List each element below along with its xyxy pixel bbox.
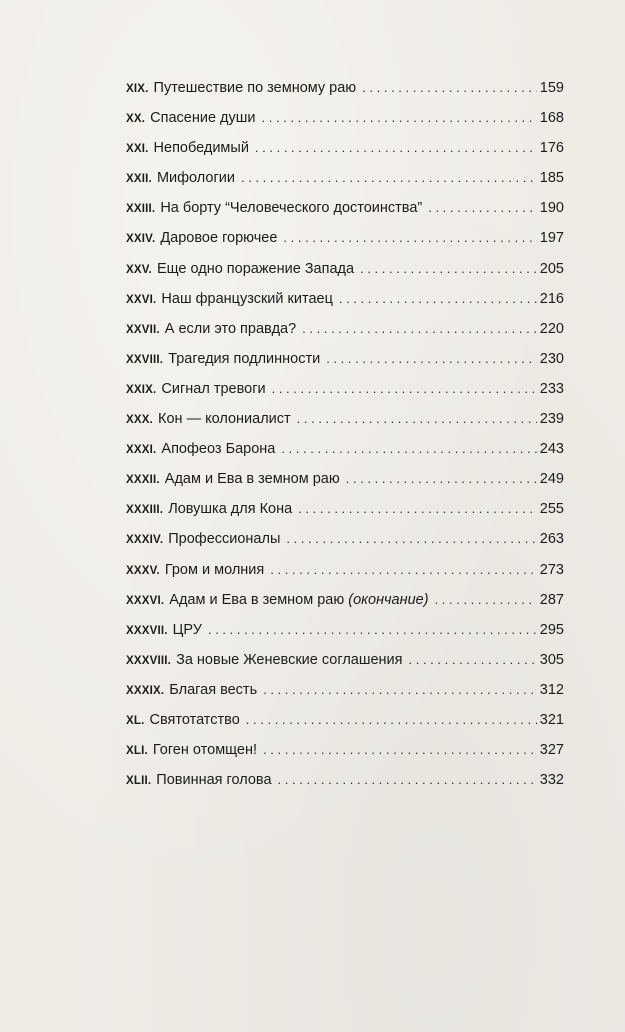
- chapter-title-text: Повинная голова: [156, 772, 272, 789]
- dot-leader: [281, 434, 536, 464]
- chapter-title: [169, 585, 428, 615]
- toc-entry: [126, 765, 564, 795]
- dot-leader: [270, 555, 537, 585]
- dot-leader: [409, 645, 537, 675]
- page-number: 197: [539, 230, 564, 247]
- chapter-title-text: А если это правда?: [164, 320, 297, 337]
- page-number: 255: [539, 501, 564, 518]
- page-number: 295: [539, 621, 564, 638]
- chapter-number: XXVIII.: [126, 353, 164, 366]
- toc-entry: [126, 254, 564, 284]
- dot-leader: [298, 494, 537, 524]
- toc-entry: [126, 73, 564, 103]
- chapter-number: XLII.: [126, 775, 152, 788]
- chapter-number: XLI.: [126, 745, 148, 758]
- toc-entry: [126, 434, 564, 464]
- chapter-title-text: ЦРУ: [172, 621, 202, 638]
- chapter-title: [157, 254, 354, 284]
- chapter-title-text: На борту “Человеческого достоинства”: [160, 200, 423, 217]
- dot-leader: [283, 223, 536, 253]
- chapter-number: XXXII.: [126, 474, 160, 487]
- toc-entry: [126, 404, 564, 434]
- page-number: 332: [539, 772, 564, 789]
- dot-leader: [428, 193, 537, 223]
- chapter-title: [160, 223, 277, 253]
- page-number: 243: [539, 441, 564, 458]
- chapter-title: [153, 735, 257, 765]
- page-number: 205: [539, 260, 564, 277]
- dot-leader: [278, 765, 537, 795]
- toc-entry: [126, 163, 564, 193]
- chapter-title: [165, 464, 340, 494]
- chapter-number: XXXVI.: [126, 594, 165, 607]
- chapter-number: XXXVIII.: [126, 654, 172, 667]
- page-number: 230: [539, 350, 564, 367]
- chapter-title-text: Адам и Ева в земном раю: [164, 471, 340, 488]
- chapter-number: XXXIX.: [126, 684, 165, 697]
- chapter-title-text: Трагедия подлинности: [168, 350, 321, 367]
- chapter-number: XXIV.: [126, 233, 156, 246]
- toc-entry: [126, 555, 564, 585]
- chapter-title: [173, 615, 202, 645]
- chapter-title: [168, 524, 280, 554]
- chapter-title: [176, 645, 402, 675]
- page-number: 287: [539, 591, 564, 608]
- dot-leader: [246, 705, 537, 735]
- toc-entry: [126, 705, 564, 735]
- toc-entry: [126, 374, 564, 404]
- chapter-title: [168, 344, 320, 374]
- chapter-number: XXV.: [126, 263, 152, 276]
- chapter-title: [154, 73, 357, 103]
- chapter-title-text: Кон — колониалист: [158, 411, 291, 428]
- chapter-title-text: Профессионалы: [168, 531, 281, 548]
- page-number: 185: [539, 170, 564, 187]
- chapter-title-text: Наш французский китаец: [161, 290, 333, 307]
- chapter-number: XXXV.: [126, 564, 160, 577]
- chapter-number: XXIX.: [126, 383, 157, 396]
- toc-entry: [126, 314, 564, 344]
- toc-entry: [126, 494, 564, 524]
- chapter-title-text: Спасение души: [150, 110, 256, 127]
- dot-leader: [262, 103, 537, 133]
- table-of-contents: [126, 73, 564, 795]
- page-number: 220: [539, 320, 564, 337]
- chapter-number: XL.: [126, 714, 145, 727]
- chapter-title: [169, 675, 257, 705]
- dot-leader: [339, 284, 537, 314]
- dot-leader: [263, 735, 537, 765]
- chapter-title: [150, 103, 255, 133]
- chapter-number: XXII.: [126, 173, 152, 186]
- toc-entry: [126, 645, 564, 675]
- dot-leader: [346, 464, 537, 494]
- chapter-title: [158, 404, 291, 434]
- page-number: 312: [539, 681, 564, 698]
- dot-leader: [286, 524, 536, 554]
- chapter-number: XXVI.: [126, 293, 157, 306]
- page-number: 159: [539, 80, 564, 96]
- toc-entry: [126, 193, 564, 223]
- chapter-title-text: Непобедимый: [153, 140, 249, 157]
- chapter-title: [161, 374, 265, 404]
- dot-leader: [435, 585, 537, 615]
- chapter-number: XXIII.: [126, 203, 156, 216]
- chapter-title-text: Путешествие по земному раю: [153, 80, 357, 96]
- chapter-number: XXXIII.: [126, 504, 164, 517]
- chapter-title-text: За новые Женевские соглашения: [176, 651, 403, 668]
- page-number: 249: [539, 471, 564, 488]
- chapter-title: [161, 284, 332, 314]
- page-number: 168: [539, 110, 564, 127]
- page-number: 263: [539, 531, 564, 548]
- toc-entry: [126, 133, 564, 163]
- toc-entry: [126, 223, 564, 253]
- toc-entry: [126, 615, 564, 645]
- chapter-title: [150, 705, 240, 735]
- chapter-number: XX.: [126, 113, 146, 126]
- dot-leader: [263, 675, 537, 705]
- page-number: 233: [539, 380, 564, 397]
- chapter-number: XXXIV.: [126, 534, 164, 547]
- chapter-title: [165, 314, 296, 344]
- chapter-title: [161, 434, 275, 464]
- chapter-number: XXI.: [126, 143, 149, 156]
- dot-leader: [362, 73, 537, 103]
- page-number: 273: [539, 561, 564, 578]
- toc-entry: [126, 284, 564, 314]
- chapter-title-note: (окончание): [348, 591, 429, 608]
- page-number: 176: [539, 140, 564, 157]
- dot-leader: [297, 404, 537, 434]
- page-number: 239: [539, 411, 564, 428]
- chapter-title: [160, 193, 422, 223]
- dot-leader: [241, 163, 537, 193]
- chapter-number: XXXI.: [126, 444, 157, 457]
- chapter-title-text: Гоген отомщен!: [152, 742, 258, 759]
- dot-leader: [272, 374, 537, 404]
- chapter-title-text: Сигнал тревоги: [161, 380, 266, 397]
- chapter-title: [168, 494, 292, 524]
- chapter-number: XIX.: [126, 83, 149, 95]
- toc-entry: [126, 524, 564, 554]
- dot-leader: [255, 133, 537, 163]
- chapter-number: XXX.: [126, 414, 154, 427]
- page-number: 305: [539, 651, 564, 668]
- chapter-number: XXVII.: [126, 323, 160, 336]
- chapter-title-text: Адам и Ева в земном раю: [169, 591, 345, 608]
- chapter-title: [165, 555, 264, 585]
- toc-entry: [126, 464, 564, 494]
- chapter-number: XXXVII.: [126, 624, 168, 637]
- chapter-title-text: Благая весть: [169, 681, 258, 698]
- chapter-title-text: Еще одно поражение Запада: [156, 260, 355, 277]
- chapter-title-text: Ловушка для Кона: [168, 501, 293, 518]
- chapter-title-text: Апофеоз Барона: [161, 441, 276, 458]
- chapter-title-text: Даровое горючее: [160, 230, 278, 247]
- toc-entry: [126, 675, 564, 705]
- toc-entry: [126, 344, 564, 374]
- chapter-title: [154, 133, 249, 163]
- chapter-title-text: Святотатство: [149, 711, 240, 728]
- chapter-title-text: Мифологии: [156, 170, 235, 187]
- toc-entry: [126, 103, 564, 133]
- toc-entry: [126, 585, 564, 615]
- page-number: 190: [539, 200, 564, 217]
- dot-leader: [302, 314, 537, 344]
- chapter-title-text: Гром и молния: [164, 561, 265, 578]
- chapter-title: [157, 163, 235, 193]
- dot-leader: [208, 615, 537, 645]
- toc-entry: [126, 735, 564, 765]
- page-number: 216: [539, 290, 564, 307]
- chapter-title: [156, 765, 271, 795]
- dot-leader: [326, 344, 537, 374]
- page-number: 321: [539, 711, 564, 728]
- page-number: 327: [539, 742, 564, 759]
- dot-leader: [360, 254, 537, 284]
